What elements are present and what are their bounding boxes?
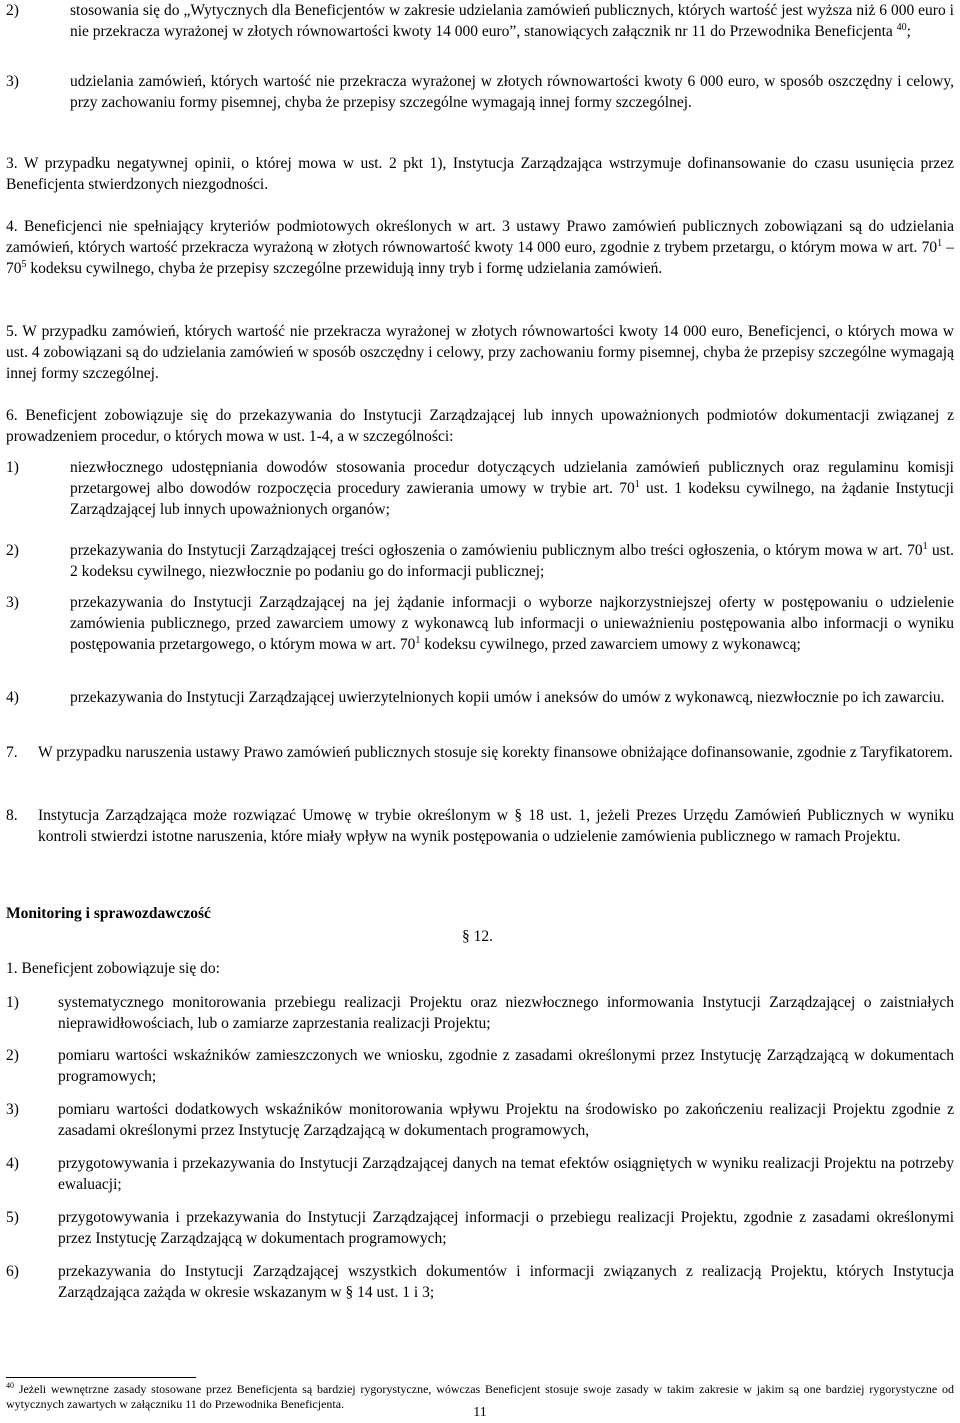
paragraph-6: 6. Beneficjent zobowiązuje się do przekazywania do Instytucji Zarządzającej lub innych upoważnionych podmiotów dokumentacji związanej z prowadzeniem procedur, o których mowa w ust. 1-4, a w szczególności: (6, 407, 954, 445)
paragraph-5: 5. W przypadku zamówień, których wartość nie przekracza wyrażonej w złotych równowartości kwoty 14 000 euro, Beneficjenci, o których mowa w ust. 4 zobowiązani są do udzielania zamówień w sposób oszczędny i celowy, przy zachowaniu formy pisemnej, chyba że przepisy szczególne wymagają innej formy szczególnej. (6, 323, 954, 382)
list-item-text: przekazywania do Instytucji Zarządzającej uwierzytelnionych kopii umów i aneksów do umów z wykonawcą, niezwłocznie po ich zawarciu. (70, 689, 945, 706)
list-item-text: przekazywania do Instytucji Zarządzającej na jej żądanie informacji o wyborze najkorzystniejszej oferty w postępowaniu o udzielenie zamówienia publicznego, przed zawarciem umowy z wykonawcą lub informacji o unieważnieniu postępowania albo informacji o wyniku postępowania przetargowego, o którym mowa w art. $70^1$ kodeksu cywilnego, przed zawarciem umowy z wykonawcą; (70, 594, 954, 653)
list-item-number: 4) (6, 689, 19, 706)
footnote: $^{40}$ Jeżeli wewnętrzne zasady stosowane przez Beneficjenta są bardziej rygorystyczne, wówczas Beneficjent stosuje swoje zasady w takim zakresie w jakim są one bardziej rygorystyczne od wytycznych zawartych w załączniku 11 do Przewodnika Beneficjenta. (6, 1381, 954, 1411)
footnote-separator (6, 1377, 196, 1378)
paragraph-number: 8. (6, 807, 18, 824)
list-item-number: 1) (6, 994, 19, 1011)
list-item-text: przekazywania do Instytucji Zarządzającej wszystkich dokumentów i informacji związanych z realizacją Projektu, których Instytucja Zarządzająca zażąda w okresie wskazanym w § 14 ust. 1 i 3; (58, 1263, 954, 1301)
paragraph-7: W przypadku naruszenia ustawy Prawo zamówień publicznych stosuje się korekty finansowe obniżające dofinansowanie, zgodnie z Taryfikatorem. (38, 744, 953, 761)
list-item-text: niezwłocznego udostępniania dowodów stosowania procedur dotyczących udzielania zamówień publicznych oraz regulaminu komisji przetargowej albo dowodów rozpoczęcia procedury zawierania umowy w trybie art. $70^1$ ust. 1 kodeksu cywilnego, na żądanie Instytucji Zarządzającej lub innych upoważnionych organów; (70, 459, 954, 518)
section-intro: 1. Beneficjent zobowiązuje się do: (6, 960, 220, 977)
list-item-text: stosowania się do „Wytycznych dla Beneficjentów w zakresie udzielania zamówień publicznych, których wartość jest wyższa niż 6 000 euro i nie przekracza wyrażonej w złotych równowartości kwoty 14 000 euro”, stanowiących załącznik nr 11 do Przewodnika Beneficjenta $^{40}$; (70, 2, 954, 40)
list-item-text: systematycznego monitorowania przebiegu realizacji Projektu oraz niezwłocznego informowania Instytucji Zarządzającej o zaistniałych nieprawidłowościach, lub o zamiarze zaprzestania realizacji Projektu; (58, 994, 954, 1032)
section-heading: Monitoring i sprawozdawczość (6, 905, 211, 922)
list-item-number: 2) (6, 2, 19, 19)
list-item-number: 2) (6, 542, 19, 559)
list-item-number: 2) (6, 1047, 19, 1064)
list-item-text: udzielania zamówień, których wartość nie przekracza wyrażonej w złotych równowartości kwoty 6 000 euro, w sposób oszczędny i celowy, przy zachowaniu formy pisemnej, chyba że przepisy szczególne wymagają innej formy szczególnej. (70, 73, 954, 111)
list-item-number: 6) (6, 1263, 19, 1280)
list-item-text: pomiaru wartości wskaźników zamieszczonych we wniosku, zgodnie z zasadami określonymi przez Instytucję Zarządzającą w dokumentach programowych; (58, 1047, 954, 1085)
list-item-number: 3) (6, 73, 19, 90)
list-item-number: 4) (6, 1155, 19, 1172)
list-item-number: 3) (6, 1101, 19, 1118)
list-item-text: pomiaru wartości dodatkowych wskaźników monitorowania wpływu Projektu na środowisko po zakończeniu realizacji Projektu zgodnie z zasadami określonymi przez Instytucję Zarządzającą w dokumentach programowych, (58, 1101, 954, 1139)
footnote-ref[interactable]: 40 (896, 21, 907, 33)
list-item-number: 1) (6, 459, 19, 476)
list-item-text: przekazywania do Instytucji Zarządzającej treści ogłoszenia o zamówieniu publicznym albo treści ogłoszenia, o którym mowa w art. $70^1$ ust. 2 kodeksu cywilnego, niezwłocznie po podaniu go do informacji publicznej; (70, 540, 955, 580)
list-item-text: przygotowywania i przekazywania do Instytucji Zarządzającej informacji o przebiegu realizacji Projektu, zgodnie z zasadami określonymi przez Instytucję Zarządzającą w dokumentach programowych; (58, 1209, 954, 1247)
page-number: 11 (473, 1405, 487, 1420)
paragraph-8: Instytucja Zarządzająca może rozwiązać Umowę w trybie określonym w § 18 ust. 1, jeżeli Prezes Urzędu Zamówień Publicznych w wyniku kontroli stwierdzi istotne naruszenia, które miały wpływ na wynik postępowania o udzielenie zamówienia publicznego w ramach Projektu. (38, 807, 954, 845)
list-item-number: 5) (6, 1209, 19, 1226)
section-number: § 12. (462, 928, 493, 945)
paragraph-3: 3. W przypadku negatywnej opinii, o której mowa w ust. 2 pkt 1), Instytucja Zarządzająca wstrzymuje dofinansowanie do czasu usunięcia przez Beneficjenta stwierdzonych niezgodności. (6, 155, 954, 193)
list-item-number: 3) (6, 594, 19, 611)
paragraph-4: 4. Beneficjenci nie spełniający kryteriów podmiotowych określonych w art. 3 ustawy Prawo zamówień publicznych zobowiązani są do udzielania zamówień, których wartość przekracza wyrażoną w złotych równowartość kwoty 14 000 euro, zgodnie z trybem przetargu, o którym mowa w art. $70^1 - 70^5$ kodeksu cywilnego, chyba że przepisy szczególne przewidują inny tryb i formę udzielania zamówień. (6, 218, 955, 277)
list-item-text: przygotowywania i przekazywania do Instytucji Zarządzającej danych na temat efektów osiągniętych w wyniku realizacji Projektu na potrzeby ewaluacji; (58, 1155, 954, 1193)
paragraph-number: 7. (6, 744, 18, 761)
